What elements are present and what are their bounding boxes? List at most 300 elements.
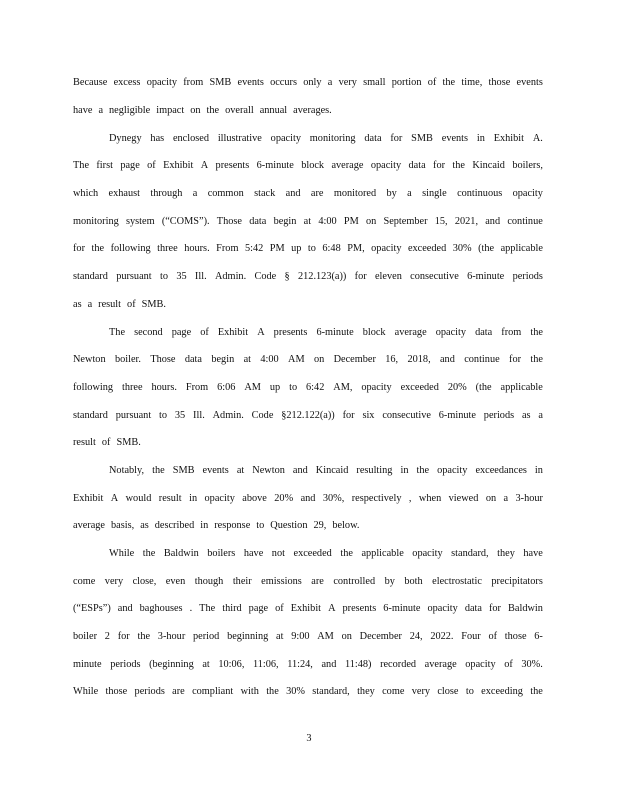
word: presents [215, 160, 250, 172]
text-line [73, 346, 543, 374]
word: very [104, 575, 124, 587]
page-number: 3 [306, 733, 312, 744]
word: SMB [172, 464, 195, 476]
word: Exhibit [217, 326, 249, 338]
word: data [184, 354, 202, 366]
word: portion [391, 77, 422, 89]
word: 35 [174, 409, 186, 421]
text-line [73, 457, 543, 485]
word: Exhibit [290, 603, 322, 615]
word: events [441, 132, 469, 144]
word: (the [475, 381, 492, 393]
word: page [248, 603, 269, 615]
word: exhaust [108, 188, 140, 200]
text-line [73, 429, 543, 457]
text-line [73, 678, 543, 706]
word: come [73, 575, 96, 587]
word: pursuant [116, 271, 152, 283]
word: boilers [207, 548, 236, 560]
word: opacity [204, 492, 235, 504]
word: negligible [109, 105, 151, 117]
word: SMB. [116, 437, 141, 449]
word: in [200, 520, 209, 532]
word: those [504, 631, 527, 643]
word: A. [532, 132, 543, 144]
word: precipitators [491, 575, 543, 587]
word: December [359, 631, 402, 643]
word: 24, [409, 631, 423, 643]
word: opacity [412, 548, 443, 560]
word: 4:00 [260, 354, 279, 366]
word: are [310, 188, 324, 200]
text-line [73, 623, 543, 651]
word: for [488, 603, 501, 615]
word: begin [211, 354, 235, 366]
word: 6:42 [306, 381, 325, 393]
word: 2018, [407, 354, 431, 366]
word: are [311, 575, 324, 587]
word: opacity [465, 658, 496, 670]
text-line [73, 401, 543, 429]
word: Dynegy [109, 132, 142, 144]
word: illustrative [217, 132, 262, 144]
word: PM [343, 215, 359, 227]
word: Code [254, 271, 277, 283]
word: the [530, 326, 543, 338]
word: standard, [451, 548, 489, 560]
word: 30% [286, 686, 305, 698]
document-body [73, 69, 543, 706]
word: which [73, 188, 99, 200]
word: 2021, [454, 215, 479, 227]
word: in [400, 464, 409, 476]
word: the [206, 105, 220, 117]
word: monitored [333, 188, 377, 200]
word: average [424, 658, 457, 670]
word: data [408, 160, 426, 172]
word: presents [273, 326, 308, 338]
word: overall [225, 105, 254, 117]
word: 4:00 [318, 215, 337, 227]
word: opacity [512, 188, 543, 200]
word: Because [73, 77, 108, 89]
word: Four [461, 631, 481, 643]
word: from [183, 77, 204, 89]
word: opacity [146, 77, 177, 89]
word: for [73, 243, 86, 255]
word: 6:06 [217, 381, 236, 393]
word: a [327, 77, 333, 89]
word: at [276, 631, 284, 643]
word: Exhibit [493, 132, 525, 144]
word: The [199, 603, 216, 615]
word: respectively [351, 492, 402, 504]
word: A [200, 160, 209, 172]
word: controlled [333, 575, 376, 587]
word: PM, [347, 243, 365, 255]
word: pursuant [115, 409, 152, 421]
word: impact [156, 105, 185, 117]
word: not [271, 548, 285, 560]
word: a [538, 409, 543, 421]
word: for [509, 354, 522, 366]
word: Exhibit [163, 160, 194, 172]
word: 3-hour [157, 631, 186, 643]
word: as [521, 409, 531, 421]
word: AM [317, 631, 334, 643]
word: for [342, 409, 355, 421]
word: presents [342, 603, 377, 615]
word: 29, [313, 520, 327, 532]
word: following [73, 381, 114, 393]
word: 6-minute [383, 603, 421, 615]
word: data [249, 215, 267, 227]
word: annual [259, 105, 288, 117]
word: SMB [411, 132, 433, 144]
word: baghouses [139, 603, 183, 615]
word: standard [73, 271, 108, 283]
word: in [189, 492, 198, 504]
word: 30%. [521, 658, 543, 670]
word: 6:48 [322, 243, 341, 255]
word: would [125, 492, 152, 504]
word: While [109, 548, 135, 560]
word: exceeding [481, 686, 523, 698]
word: §212.122(a)) [281, 409, 335, 421]
word: eleven [374, 271, 402, 283]
word: 10:06, [218, 658, 245, 670]
word: and [439, 354, 455, 366]
word: events [202, 464, 229, 476]
word: PM [269, 243, 285, 255]
word: events [237, 77, 264, 89]
word: described [154, 520, 195, 532]
word: (“ESPs”) [73, 603, 111, 615]
word: when [418, 492, 442, 504]
word: result [98, 298, 122, 310]
word: AM [288, 354, 305, 366]
word: a [407, 188, 412, 200]
word: 20% [447, 381, 467, 393]
word: Admin. [214, 271, 247, 283]
word: and [285, 188, 301, 200]
word: Newton [252, 464, 285, 476]
word: have [243, 548, 264, 560]
text-line [73, 540, 543, 568]
word: 9:00 [291, 631, 310, 643]
word: small [363, 77, 386, 89]
word: and [321, 658, 337, 670]
word: and [117, 603, 133, 615]
text-line [73, 650, 543, 678]
word: A [257, 326, 265, 338]
word: on [365, 215, 377, 227]
word: continuous [457, 188, 503, 200]
word: both [404, 575, 423, 587]
word: to [256, 520, 265, 532]
word: three [121, 381, 143, 393]
word: and [485, 215, 501, 227]
word: the [340, 548, 353, 560]
word: average [331, 160, 364, 172]
word: their [232, 575, 252, 587]
word: excess [113, 77, 141, 89]
word: Ill. [193, 409, 205, 421]
word: six [362, 409, 375, 421]
word: Kincaid [472, 160, 505, 172]
word: first [96, 160, 113, 172]
word: monitoring [73, 215, 119, 227]
word: result [158, 492, 182, 504]
word: come [382, 686, 405, 698]
text-line [73, 69, 543, 97]
word: opacity [370, 160, 402, 172]
word: A [328, 603, 336, 615]
word: SMB. [141, 298, 166, 310]
word: periods [110, 658, 141, 670]
word: a [87, 298, 93, 310]
word: SMB [209, 77, 232, 89]
word: have [523, 548, 543, 560]
word: through [150, 188, 183, 200]
word: hours. [184, 243, 210, 255]
word: of [101, 437, 111, 449]
text-line [73, 97, 543, 125]
word: Those [150, 354, 176, 366]
word: the [91, 243, 105, 255]
word: The [73, 160, 90, 172]
word: 6-minute [438, 409, 476, 421]
word: boilers, [512, 160, 543, 172]
word: occurs [270, 77, 297, 89]
word: data [475, 326, 493, 338]
word: those [105, 686, 128, 698]
word: September [383, 215, 428, 227]
word: to [307, 243, 316, 255]
word: a [503, 492, 509, 504]
word: exceeded [293, 548, 332, 560]
word: up [291, 243, 302, 255]
word: of [200, 326, 209, 338]
word: in [534, 464, 543, 476]
word: above [242, 492, 267, 504]
word: very [338, 77, 357, 89]
word: by [384, 575, 395, 587]
text-line [73, 180, 543, 208]
word: system [125, 215, 155, 227]
word: hours. [151, 381, 177, 393]
word: Question [270, 520, 308, 532]
word: have [73, 105, 93, 117]
word: single [422, 188, 447, 200]
word: opacity [371, 243, 402, 255]
word: response [214, 520, 251, 532]
word: on [313, 354, 325, 366]
word: exceedances [475, 464, 527, 476]
word: close, [132, 575, 157, 587]
word: 11:24, [287, 658, 313, 670]
word: beginning [227, 631, 269, 643]
word: second [134, 326, 163, 338]
word: 6-minute [316, 326, 354, 338]
word: December [333, 354, 376, 366]
word: at [236, 464, 245, 476]
word: 3-hour [515, 492, 543, 504]
word: for [354, 271, 367, 283]
word: third [222, 603, 242, 615]
text-line [73, 235, 543, 263]
word: data [464, 603, 482, 615]
word: 30% [452, 243, 472, 255]
word: applicable [361, 548, 404, 560]
word: as [140, 520, 149, 532]
word: electrostatic [432, 575, 482, 587]
word: very [411, 686, 431, 698]
word: up [269, 381, 281, 393]
word: emissions [261, 575, 302, 587]
word: 6- [534, 631, 543, 643]
word: boiler. [114, 354, 141, 366]
word: for [390, 132, 403, 144]
word: the [152, 464, 165, 476]
word: following [110, 243, 151, 255]
word: opacity [361, 381, 392, 393]
word: periods [512, 271, 543, 283]
word: the [142, 548, 156, 560]
word: 6-minute [467, 271, 505, 283]
word: though [194, 575, 224, 587]
word: Admin. [212, 409, 244, 421]
word: consecutive [382, 409, 431, 421]
word: continue [507, 215, 543, 227]
word: Newton [73, 354, 106, 366]
word: standard [73, 409, 108, 421]
word: boiler [73, 631, 98, 643]
word: A [110, 492, 119, 504]
word: the [530, 686, 543, 698]
word: average [394, 326, 427, 338]
word: Ill. [194, 271, 207, 283]
word: . [189, 603, 193, 615]
text-line [73, 152, 543, 180]
word: (“COMS”). [161, 215, 210, 227]
word: the [452, 160, 465, 172]
word: only [303, 77, 322, 89]
word: applicable [500, 381, 543, 393]
word: Baldwin [508, 603, 543, 615]
word: continue [464, 354, 500, 366]
word: for [433, 160, 446, 172]
text-line [73, 374, 543, 402]
word: events [516, 77, 543, 89]
word: period [193, 631, 220, 643]
word: of [504, 658, 513, 670]
word: opacity [270, 132, 301, 144]
text-line [73, 512, 543, 540]
word: Exhibit [73, 492, 104, 504]
word: 11:48) [344, 658, 372, 670]
word: opacity [427, 603, 458, 615]
word: minute [73, 658, 102, 670]
word: averages. [293, 105, 332, 117]
word: those [488, 77, 511, 89]
word: page [120, 160, 140, 172]
word: , [408, 492, 412, 504]
word: time, [461, 77, 483, 89]
word: at [303, 215, 312, 227]
word: close [437, 686, 459, 698]
text-line [73, 567, 543, 595]
word: from [501, 326, 522, 338]
word: page [171, 326, 192, 338]
word: periods [134, 686, 165, 698]
word: at [243, 354, 252, 366]
word: three [157, 243, 178, 255]
word: below. [332, 520, 360, 532]
word: has [150, 132, 165, 144]
word: block [362, 326, 386, 338]
word: 212.123(a)) [298, 271, 347, 283]
word: are [172, 686, 185, 698]
word: Notably, [109, 464, 145, 476]
word: the [530, 354, 543, 366]
word: (the [478, 243, 495, 255]
word: 16, [385, 354, 399, 366]
word: at [202, 658, 210, 670]
word: they [497, 548, 515, 560]
word: for [117, 631, 130, 643]
word: of [147, 160, 156, 172]
word: to [159, 409, 168, 421]
word: on [341, 631, 352, 643]
word: to [465, 686, 474, 698]
word: stack [254, 188, 276, 200]
word: (beginning [149, 658, 194, 670]
text-line [73, 484, 543, 512]
word: Kincaid [315, 464, 349, 476]
word: begin [273, 215, 297, 227]
word: From [185, 381, 209, 393]
word: and [300, 492, 316, 504]
word: consecutive [410, 271, 459, 283]
word: to [289, 381, 298, 393]
word: 6-minute [256, 160, 294, 172]
word: basis, [111, 520, 135, 532]
word: the [266, 686, 279, 698]
word: periods [483, 409, 515, 421]
word: block [301, 160, 325, 172]
word: data [364, 132, 382, 144]
word: enclosed [172, 132, 209, 144]
text-line [73, 291, 543, 319]
text-line [73, 595, 543, 623]
word: in [476, 132, 485, 144]
word: of [275, 603, 284, 615]
word: the [137, 631, 151, 643]
word: 35 [176, 271, 187, 283]
word: with [240, 686, 259, 698]
word: 30%, [322, 492, 345, 504]
text-line [73, 318, 543, 346]
word: viewed [448, 492, 479, 504]
word: opacity [435, 326, 467, 338]
word: From [216, 243, 239, 255]
word: 20% [274, 492, 294, 504]
word: The [109, 326, 126, 338]
word: monitoring [309, 132, 356, 144]
word: average [73, 520, 106, 532]
word: on [485, 492, 497, 504]
